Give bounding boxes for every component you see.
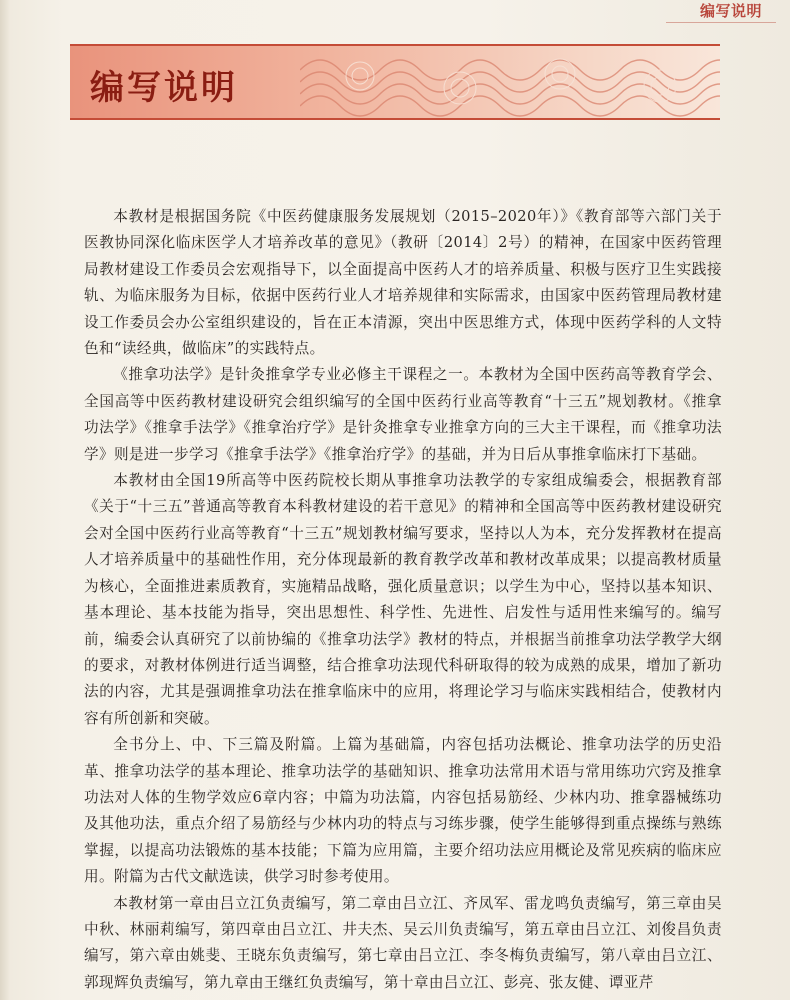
section-title: 编写说明 bbox=[90, 68, 238, 108]
banner-border-bottom bbox=[70, 118, 720, 120]
paragraph-1: 本教材是根据国务院《中医药健康服务发展规划（2015–2020年）》《教育部等六部门关于医教协同深化临床医学人才培养改革的意见》（教研〔2014〕2号）的精神，在国家中医药管理局教材建设工作委员会宏观指导下，以全面提高中医药人才的培养质量、积极与医疗卫生实践接轨、为临床服务为目标，依据中医药行业人才培养规律和实际需求，由国家中医药管理局教材建设工作委员会办公室组织建设的，旨在正本清源，突出中医思维方式，体现中医药学科的人文特色和“读经典，做临床”的实践特点。 bbox=[84, 208, 722, 358]
section-banner bbox=[70, 46, 720, 118]
wave-pattern-icon bbox=[300, 46, 720, 118]
page-edge-shadow bbox=[0, 0, 10, 1000]
body-text bbox=[84, 204, 722, 996]
running-head-rule bbox=[666, 22, 776, 23]
paragraph-3: 本教材由全国19所高等中医药院校长期从事推拿功法教学的专家组成编委会，根据教育部《关于“十三五”普通高等教育本科教材建设的若干意见》的精神和全国高等中医药教材建设研究会对全国中医药行业高等教育“十三五”规划教材编写要求，坚持以人为本，充分发挥教材在提高人才培养质量中的基础性作用，充分体现最新的教育教学改革和教材改革成果；以提高教材质量为核心，全面推进素质教育，实施精品战略，强化质量意识；以学生为中心，坚持以基本知识、基本理论、基本技能为指导，突出思想性、科学性、先进性、启发性与适用性来编写的。编写前，编委会认真研究了以前协编的《推拿功法学》教材的特点，并根据当前推拿功法学教学大纲的要求，对教材体例进行适当调整，结合推拿功法现代科研取得的较为成熟的成果，增加了新功法的内容，尤其是强调推拿功法在推拿临床中的应用，将理论学习与临床实践相结合，使教材内容有所创新和突破。 bbox=[84, 472, 723, 727]
running-head: 编写说明 bbox=[699, 2, 762, 20]
paragraph-2: 《推拿功法学》是针灸推拿学专业必修主干课程之一。本教材为全国中医药高等教育学会、全国高等中医药教材建设研究会组织编写的全国中医药行业高等教育“十三五”规划教材。《推拿功法学》《推拿手法学》《推拿治疗学》是针灸推拿专业推拿方向的三大主干课程，而《推拿功法学》则是进一步学习《推拿手法学》《推拿治疗学》的基础，并为日后从事推拿临床打下基础。 bbox=[84, 366, 722, 463]
paragraph-5: 本教材第一章由吕立江负责编写，第二章由吕立江、齐凤军、雷龙鸣负责编写，第三章由吴中秋、林丽莉编写，第四章由吕立江、井夫杰、吴云川负责编写，第五章由吕立江、刘俊昌负责编写，第六章由姚斐、王晓东负责编写，第七章由吕立江、李冬梅负责编写，第八章由吕立江、郭现辉负责编写，第九章由王继红负责编写，第十章由吕立江、彭亮、张友健、谭亚芹 bbox=[84, 894, 722, 991]
paragraph-4: 全书分上、中、下三篇及附篇。上篇为基础篇，内容包括功法概论、推拿功法学的历史沿革、推拿功法学的基本理论、推拿功法学的基础知识、推拿功法常用术语与常用练功穴窍及推拿功法对人体的生物学效应6章内容；中篇为功法篇，内容包括易筋经、少林内功、推拿器械练功及其他功法，重点介绍了易筋经与少林内功的特点与习练步骤，使学生能够得到重点操练与熟练掌握，以提高功法锻炼的基本技能；下篇为应用篇，主要介绍功法应用概论及常见疾病的临床应用。附篇为古代文献选读，供学习时参考使用。 bbox=[84, 736, 722, 886]
